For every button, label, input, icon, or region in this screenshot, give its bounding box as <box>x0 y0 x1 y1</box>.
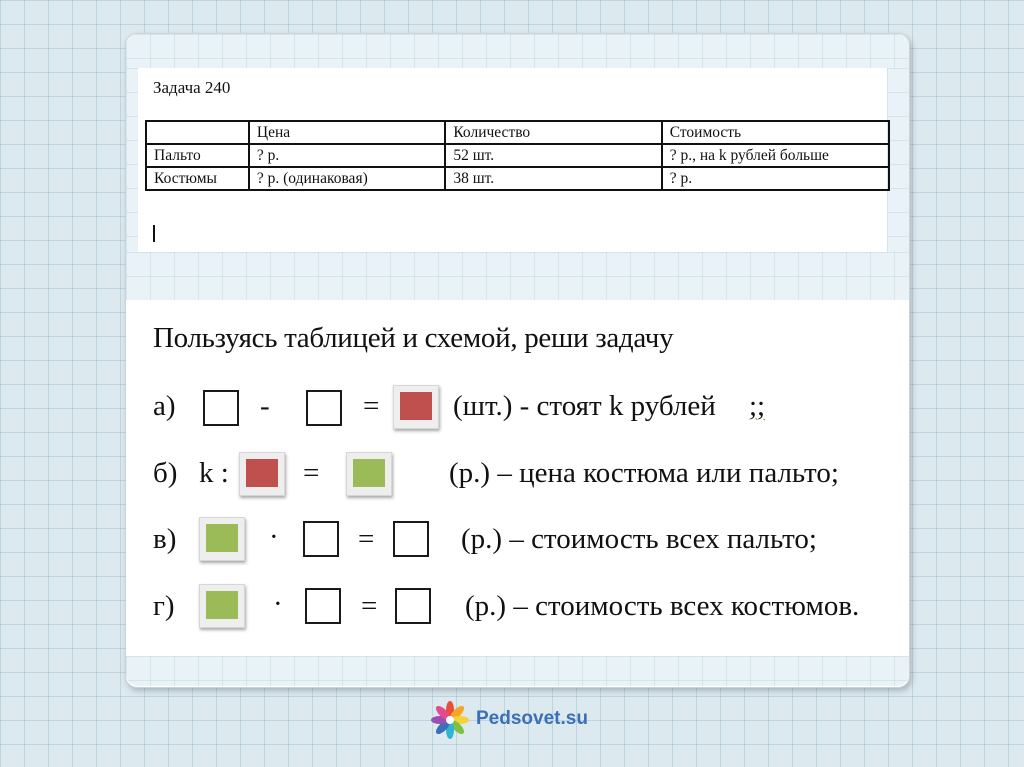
table-header-cell: Количество <box>445 121 661 144</box>
answer-box[interactable] <box>306 390 342 426</box>
task-table <box>145 120 890 191</box>
table-cell: Пальто <box>146 144 249 167</box>
table-header-row <box>146 121 889 144</box>
answer-box[interactable] <box>203 390 239 426</box>
task-title: Задача 240 <box>153 78 231 97</box>
step-k: k : <box>199 457 229 489</box>
operator-equals: = <box>361 590 378 622</box>
step-label: г) <box>153 590 175 622</box>
answer-box[interactable] <box>305 588 341 624</box>
step-tail-mark: ;; <box>749 390 766 422</box>
table-cell: ? р., на k рублей больше <box>662 144 889 167</box>
step-label: в) <box>153 523 177 555</box>
table-row <box>146 167 889 190</box>
step-tail: (р.) – стоимость всех пальто; <box>461 523 817 555</box>
green-answer-box[interactable] <box>346 452 392 496</box>
pedsovet-logo[interactable] <box>430 700 588 740</box>
table-cell: 52 шт. <box>445 144 661 167</box>
operator-equals: = <box>303 457 320 489</box>
green-answer-box[interactable] <box>199 584 245 628</box>
green-answer-box[interactable] <box>199 517 245 561</box>
table-cell: ? р. <box>249 144 445 167</box>
grid-band-right <box>887 68 909 252</box>
operator-equals: = <box>358 523 375 555</box>
operator-dot: · <box>269 521 279 553</box>
pedsovet-flower-icon <box>430 700 470 740</box>
step-label: б) <box>153 457 178 489</box>
table-row <box>146 144 889 167</box>
operator-minus: - <box>260 390 270 422</box>
table-cell: ? р. <box>662 167 889 190</box>
red-answer-box[interactable] <box>239 452 285 496</box>
logo-text: Pedsovet.su <box>476 708 588 729</box>
grid-band-middle <box>126 252 909 300</box>
operator-equals: = <box>363 390 380 422</box>
step-tail: (р.) – цена костюма или пальто; <box>449 457 839 489</box>
red-answer-box[interactable] <box>393 385 439 429</box>
table-cell: Костюмы <box>146 167 249 190</box>
step-tail: (шт.) - стоят k рублей <box>453 390 716 422</box>
operator-dot: · <box>273 588 283 620</box>
answer-box[interactable] <box>395 588 431 624</box>
step-label: а) <box>153 390 176 422</box>
answer-box[interactable] <box>393 521 429 557</box>
instruction-text: Пользуясь таблицей и схемой, реши задачу <box>153 322 674 354</box>
grid-band-bottom <box>126 656 909 686</box>
table-header-cell <box>146 121 249 144</box>
table-header-cell: Стоимость <box>662 121 889 144</box>
answer-box[interactable] <box>303 521 339 557</box>
step-tail: (р.) – стоимость всех костюмов. <box>465 590 860 622</box>
table-cell: ? р. (одинаковая) <box>249 167 445 190</box>
grid-band-top <box>126 34 909 68</box>
grid-band-left <box>126 68 138 252</box>
table-header-cell: Цена <box>249 121 445 144</box>
text-cursor <box>153 225 155 242</box>
table-cell: 38 шт. <box>445 167 661 190</box>
